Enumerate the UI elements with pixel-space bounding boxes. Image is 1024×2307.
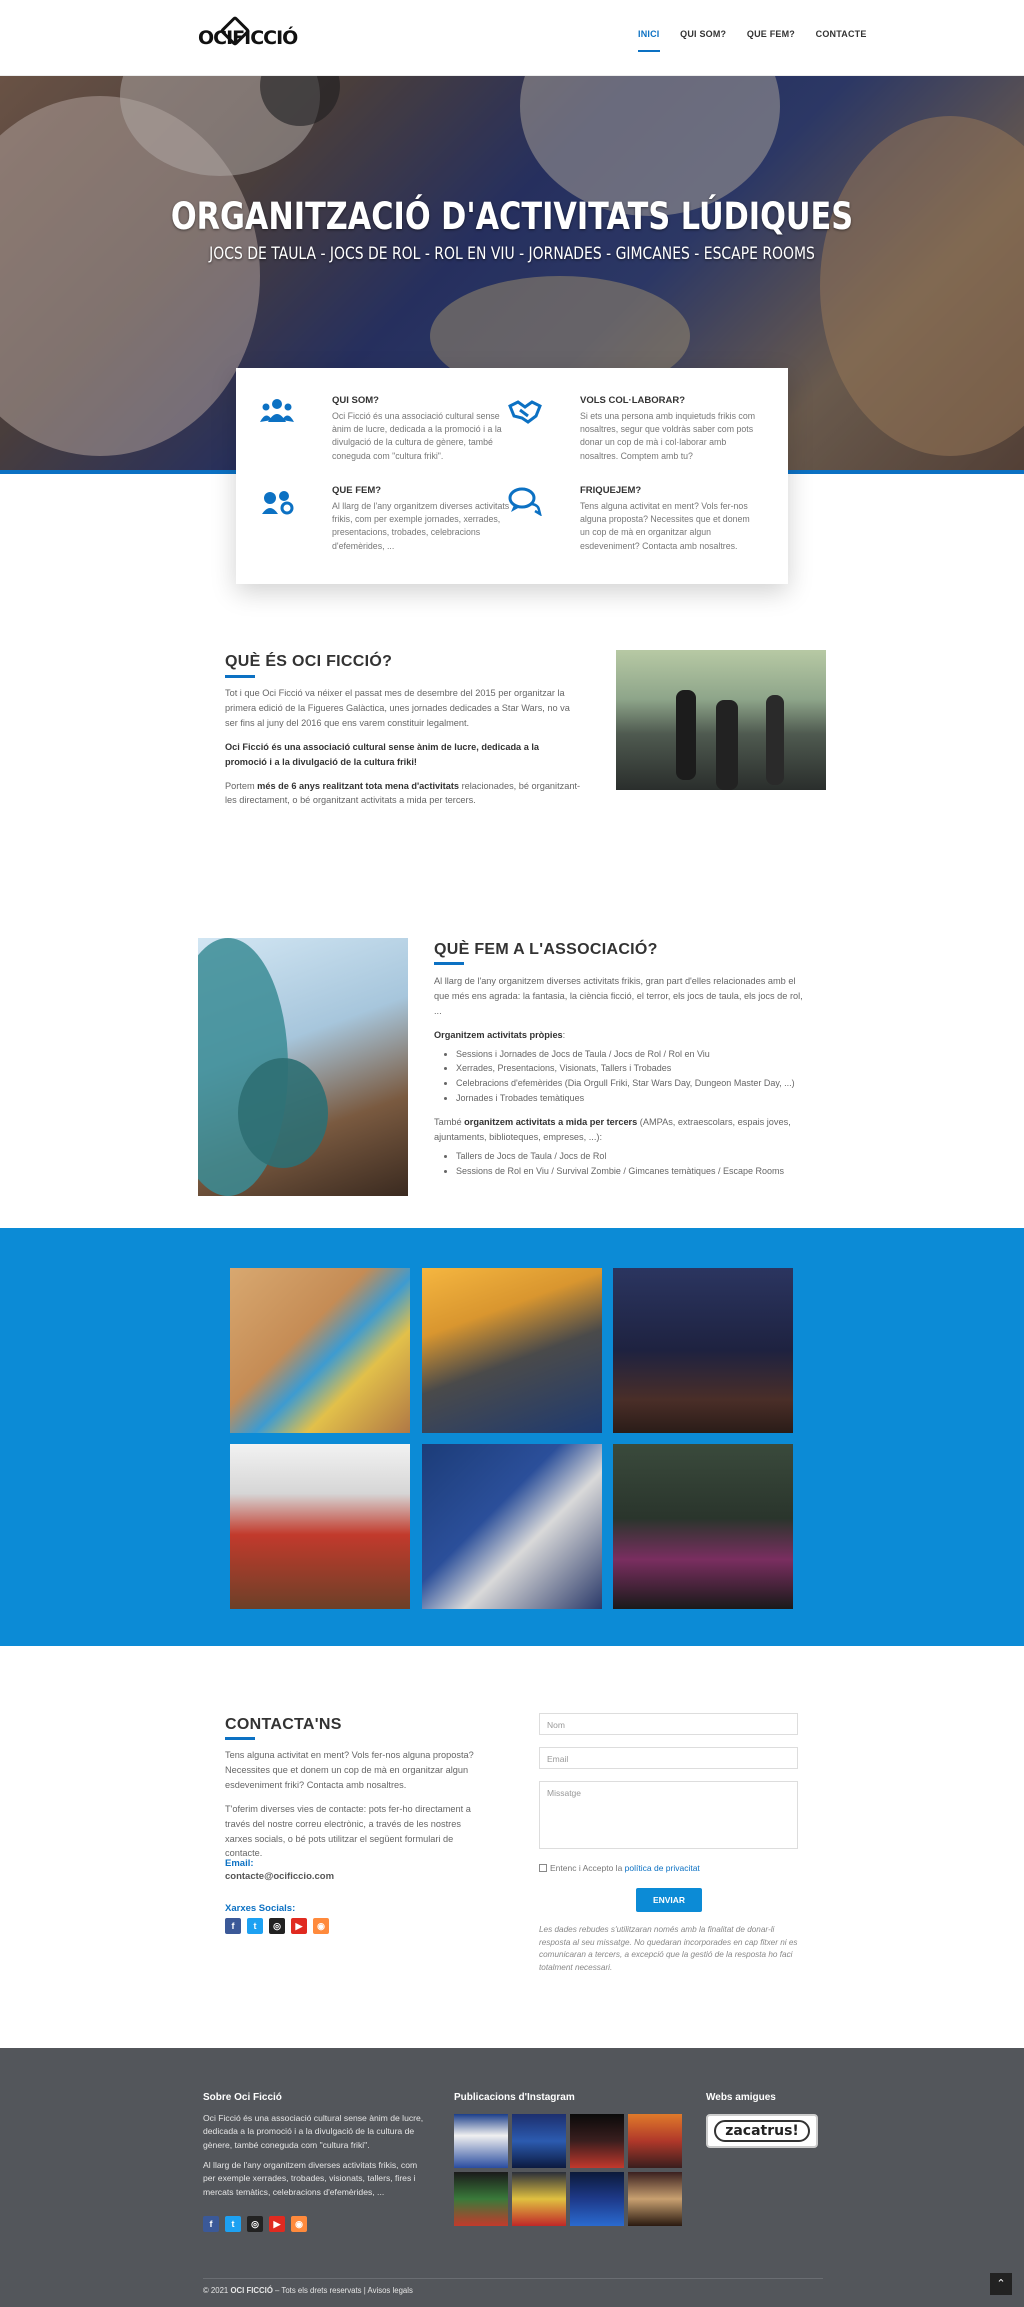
list-item: • Tallers de Jocs de Taula / Jocs de Rol (456, 1149, 804, 1164)
gallery-photo-1[interactable] (230, 1268, 410, 1433)
facebook-icon[interactable]: f (203, 2216, 219, 2232)
people-icon (260, 396, 294, 426)
footer-paragraph: Al llarg de l'any organitzem diverses activitats frikis, com per exemple xerrades, trobades, visionats, tallers, fires i mercats temàtics, celebracions d'efemèrides, ... (203, 2159, 418, 2197)
contact-social-icons (225, 1918, 335, 1936)
custom-bold: organitzem activitats a mida per tercers (464, 1117, 638, 1127)
site-header (0, 0, 1024, 76)
custom-start: També (434, 1117, 465, 1127)
copyright (203, 2285, 413, 2297)
nav-item-que-fem[interactable]: QUE FEM? (746, 29, 796, 39)
gallery-photo-3[interactable] (613, 1268, 793, 1433)
about-underline (225, 675, 255, 678)
list-item: • Xerrades, Presentacions, Visionats, Tallers i Trobades (456, 1061, 804, 1076)
zacatrus-logo[interactable] (706, 2114, 818, 2148)
site-footer (0, 2048, 1024, 2307)
gallery-photo-5[interactable] (422, 1444, 602, 1609)
instagram-post[interactable] (512, 2114, 566, 2168)
features-box (236, 368, 788, 584)
instagram-post[interactable] (454, 2114, 508, 2168)
instagram-post[interactable] (512, 2172, 566, 2226)
feature-text: Al llarg de l'any organitzem diverses activitats frikis, com per exemple jornades, xerrades, presentacions, trobades, celebracions d'efemèrides, ... (332, 501, 510, 551)
about-p3-bold: més de 6 anys realitzant tota mena d'activitats (257, 780, 460, 791)
message-textarea[interactable]: Missatge (539, 1781, 798, 1849)
footer-instagram-title: Publicacions d'Instagram (454, 2092, 575, 2103)
contact-paragraph: Tens alguna activitat en ment? Vols fer-nos alguna proposta? Necessites que et donem un cop de mà en organitzar algun esdeveniment friki? Contacta amb nosaltres. (225, 1750, 474, 1790)
list-item: • Celebracions d'efemèrides (Dia Orgull Friki, Star Wars Day, Dungeon Master Day, ...) (456, 1076, 804, 1091)
about-photo (616, 650, 826, 790)
what-text (434, 974, 804, 1179)
about-p3-start: Portem (225, 780, 258, 791)
contact-underline (225, 1737, 255, 1740)
rss-icon[interactable]: ◉ (291, 2216, 307, 2232)
main-nav (620, 28, 867, 52)
site-logo[interactable] (198, 12, 298, 64)
contact-paragraph: T'oferim diverses vies de contacte: pots fer-ho directament a través del nostre correu electrònic, a través de les nostres xarxes socials, o bé pots utilitzar el següent formulari de contacte. (225, 1803, 471, 1859)
email-input[interactable]: Email (539, 1747, 798, 1769)
privacy-checkbox[interactable] (539, 1864, 547, 1872)
chevron-up-icon: ⌃ (996, 2278, 1006, 2290)
what-intro: Al llarg de l'any organitzem diverses activitats frikis, gran part d'elles relacionades amb el que més ens agrada: la fantasia, la ciència ficció, el terror, els jocs de taula, els jocs de rol, ... (434, 976, 803, 1016)
hero-title: ORGANITZACIÓ D'ACTIVITATS LÚDIQUES (170, 195, 854, 238)
nav-item-contacte[interactable]: CONTACTE (815, 29, 867, 39)
feature-title: FRIQUEJEM? (580, 485, 642, 496)
own-activities-list (456, 1047, 804, 1106)
privacy-policy-link[interactable]: política de privacitat (624, 1863, 700, 1873)
copyright-start: © 2021 (203, 2286, 231, 2295)
feature-text: Tens alguna activitat en ment? Vols fer-nos alguna proposta? Necessites que et donem un cop de mà en organitzar algun esdeveniment? Contacta amb nosaltres. (580, 501, 750, 551)
copyright-brand: OCI FICCIÓ (230, 2286, 273, 2295)
contact-title: CONTACTA'NS (225, 1716, 342, 1733)
what-own-label: Organitzem activitats pròpies (434, 1029, 563, 1040)
feature-title: QUI SOM? (332, 395, 379, 406)
form-disclaimer: Les dades rebudes s'utilitzaran només amb la finalitat de donar-li resposta al seu missatge. No quedaran incorporades en cap fitxer ni es comunicaran a tercers, a excepció que la gestió de la resposta ho faci totalment necessari. (539, 1925, 798, 1973)
what-photo (198, 938, 408, 1196)
hero-subtitle: JOCS DE TAULA - JOCS DE ROL - ROL EN VIU - JORNADES - GIMCANES - ESCAPE ROOMS (209, 244, 815, 264)
about-title: QUÈ ÉS OCI FICCIÓ? (225, 653, 393, 670)
custom-end: (AMPAs, extraescolars, espais joves, ajuntaments, biblioteques, empreses, ...): (434, 1117, 791, 1142)
footer-paragraph: Oci Ficció és una associació cultural sense ànim de lucre, dedicada a la promoció i a la divulgació de la cultura de gènere, també coneguda com "cultura friki". (203, 2113, 424, 2150)
twitter-icon[interactable]: t (225, 2216, 241, 2232)
zacatrus-logo-text: zacatrus! (714, 2120, 810, 2142)
feature-text: Oci Ficció és una associació cultural sense ànim de lucre, dedicada a la promoció i a la divulgació de la cultura de gènere, també coneguda com "cultura friki". (332, 411, 502, 461)
footer-friends-title: Webs amigues (706, 2092, 776, 2103)
nav-item-qui-som[interactable]: QUI SOM? (680, 29, 727, 39)
instagram-icon[interactable]: ◎ (247, 2216, 263, 2232)
instagram-post[interactable] (628, 2114, 682, 2168)
youtube-icon[interactable]: ▶ (291, 1918, 307, 1934)
nav-item-inici[interactable]: INICI (638, 28, 660, 52)
handshake-icon (508, 396, 542, 426)
gallery-photo-2[interactable] (422, 1268, 602, 1433)
feature-title: VOLS COL·LABORAR? (580, 395, 686, 406)
chat-icon (508, 486, 542, 516)
feature-title: QUE FEM? (332, 485, 382, 496)
list-item: • Jornades i Trobades temàtiques (456, 1091, 804, 1106)
feature-text: Si ets una persona amb inquietuds frikis com nosaltres, segur que voldràs saber com pots donar un cop de mà i col·laborar amb nosaltres. Comptem amb tu? (580, 411, 756, 461)
email-label: Email: (225, 1858, 254, 1869)
submit-button[interactable]: ENVIAR (636, 1888, 702, 1912)
instagram-post[interactable] (454, 2172, 508, 2226)
rss-icon[interactable]: ◉ (313, 1918, 329, 1934)
about-highlight: Oci Ficció és una associació cultural sense ànim de lucre, dedicada a la promoció i a la divulgació de la cultura friki! (225, 741, 540, 767)
youtube-icon[interactable]: ▶ (269, 2216, 285, 2232)
about-p3-end: relacionades, bé organitzant-les directament, o bé organitzant activitats a mida per tercers. (225, 780, 581, 806)
gallery-photo-4[interactable] (230, 1444, 410, 1609)
what-title: QUÈ FEM A L'ASSOCIACIÓ? (434, 941, 658, 958)
gears-people-icon (260, 486, 294, 516)
list-item: • Sessions de Rol en Viu / Survival Zombie / Gimcanes temàtiques / Escape Rooms (456, 1164, 804, 1179)
about-text (225, 686, 581, 817)
instagram-post[interactable] (570, 2172, 624, 2226)
custom-activities-list (456, 1149, 804, 1179)
twitter-icon[interactable]: t (247, 1918, 263, 1934)
privacy-consent-label (550, 1862, 700, 1875)
gallery-photo-6[interactable] (613, 1444, 793, 1609)
instagram-post[interactable] (570, 2114, 624, 2168)
what-own-colon: : (562, 1029, 566, 1040)
list-item: • Sessions i Jornades de Jocs de Taula / Jocs de Rol / Rol en Viu (456, 1047, 804, 1062)
about-paragraph: Tot i que Oci Ficció va néixer el passat mes de desembre del 2015 per organitzar la primera edició de la Figueres Galàctica, unes jornades dedicades a Star Wars, no va ser fins al juny del 2016 que ens varem constituir legalment. (225, 688, 570, 728)
what-underline (434, 962, 464, 965)
footer-about-text (203, 2112, 428, 2199)
consent-text: Entenc i Accepto la (550, 1863, 625, 1873)
footer-social-icons (203, 2216, 313, 2234)
social-label: Xarxes Socials: (225, 1903, 296, 1914)
email-link[interactable]: contacte@ocificcio.com (225, 1871, 335, 1882)
logo-text: OCIFICCIÓ (198, 27, 298, 49)
facebook-icon[interactable]: f (225, 1918, 241, 1934)
gallery-band (0, 1228, 1024, 1646)
instagram-post[interactable] (628, 2172, 682, 2226)
copyright-end: – Tots els drets reservats | Avisos legals (272, 2286, 413, 2295)
footer-about-title: Sobre Oci Ficció (203, 2092, 282, 2103)
scroll-top-button[interactable] (990, 2273, 1012, 2295)
name-input[interactable]: Nom (539, 1713, 798, 1735)
contact-text (225, 1748, 487, 1870)
instagram-icon[interactable]: ◎ (269, 1918, 285, 1934)
